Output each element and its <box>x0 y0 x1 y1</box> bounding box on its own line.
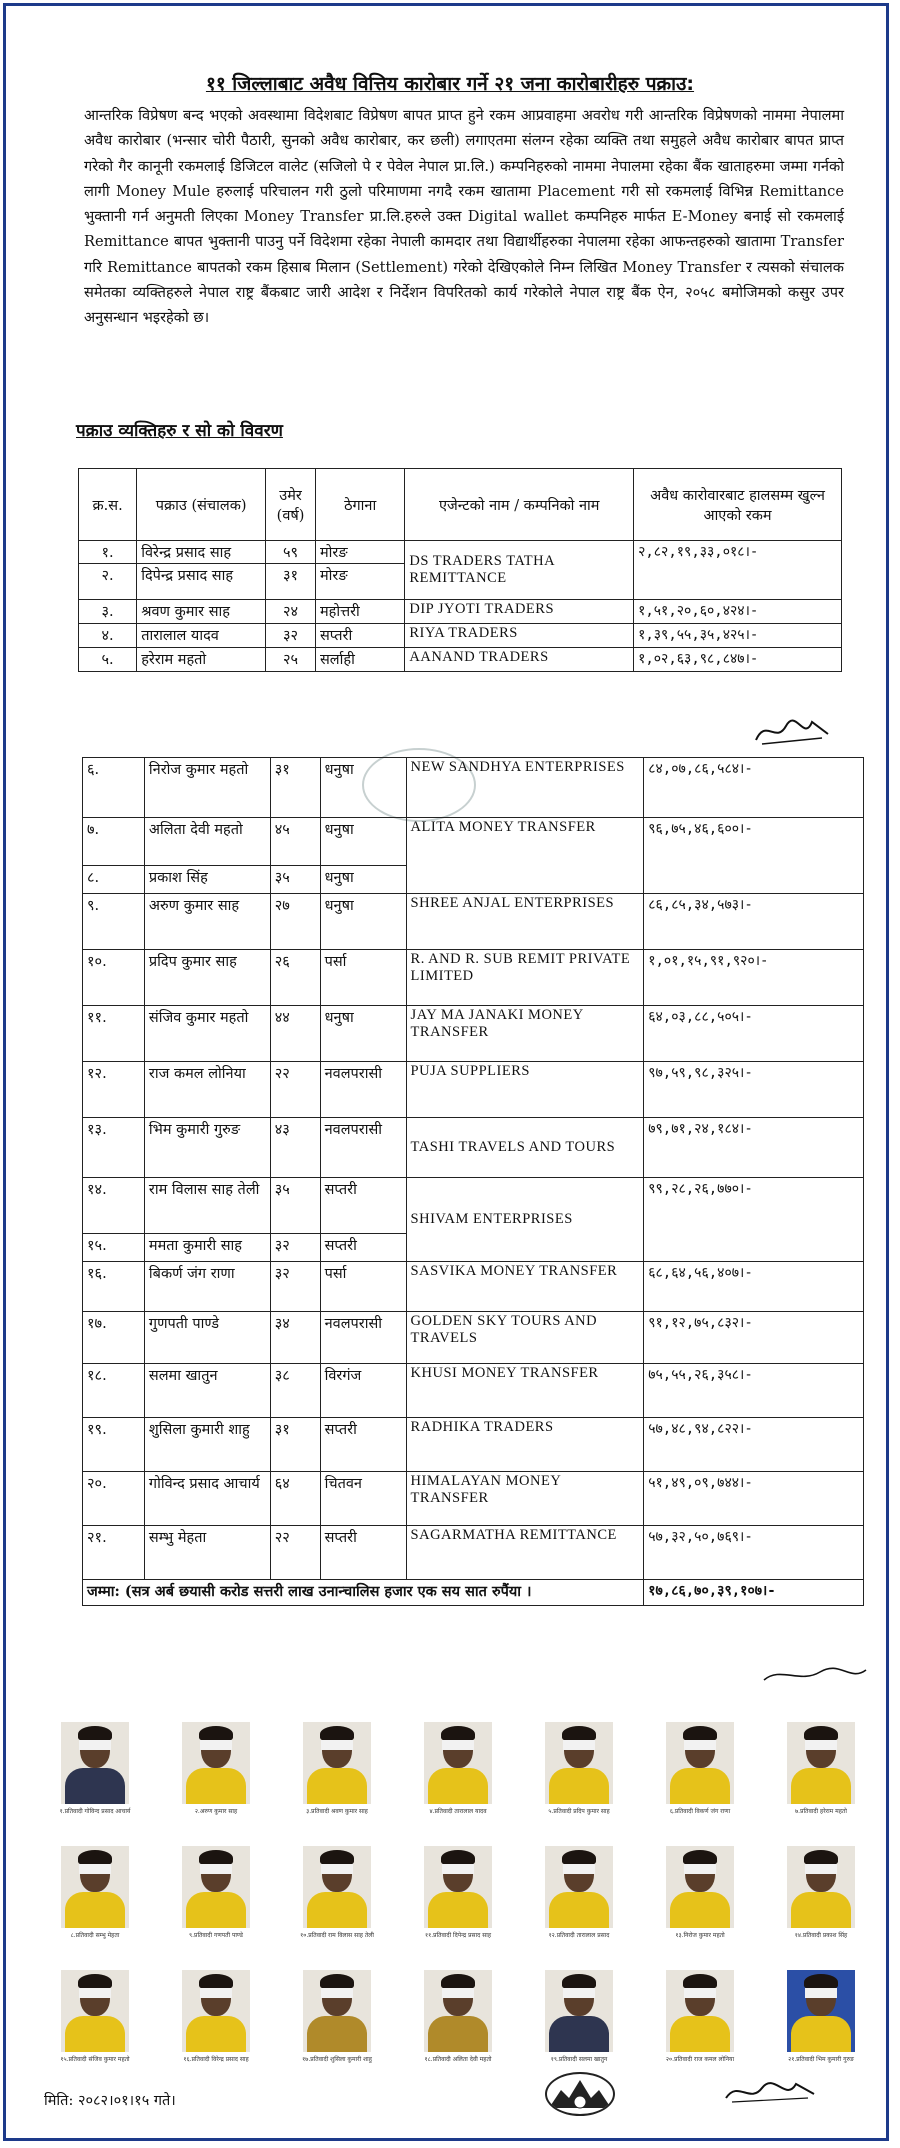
suspect-photo <box>297 1722 377 1815</box>
suspect-photo <box>55 1846 135 1939</box>
photo-row <box>55 1722 865 1840</box>
row-sn: १२. <box>83 1062 145 1118</box>
row-address: नवलपरासी <box>320 1062 406 1118</box>
row-name: दिपेन्द्र प्रसाद साह <box>137 564 266 600</box>
intro-paragraph: आन्तरिक विप्रेषण बन्द भएको अवस्थामा विदेशबाट विप्रेषण बापत प्राप्त हुने रकम आप्रवाहमा अवरोध गरी आन्तरिक विप्रेषणको नाममा नेपालमा अवैध कारोबार (भन्सार चोरी पैठारी, सुनको अवैध कारोबार, कर छली) लगाएतमा संलग्न रहेका व्यक्ति तथा समुहले अवैध कारोबार बापत प्राप्त गरेको गैर कानूनी रकमलाई डिजिटल वालेट (सजिलो पे र पेवेल नेपाल प्रा.लि.) कम्पनिहरुको नाममा नेपालमा रहेका बैंक खाताहरुमा जम्मा गर्नको लागी Money Mule हरुलाई परिचालन गरी ठुलो परिमाणमा नगदै रकम खातामा Placement गरी सो रकमलाई विभिन्न Remittance भुक्तानी गर्न अनुमती लिएका Money Transfer प्रा.लि.हरुले उक्त Digital wallet कम्पनिहरु मार्फत E-Money बनाई सो रकमलाई Remittance बापत भुक्तानी पाउनु पर्ने विदेशमा रहेका नेपाली कामदार तथा विद्यार्थीहरुका नेपालमा रहेका आफन्तहरुको खातामा Transfer गरि Remittance बापतको रकम हिसाब मिलान (Settlement) गरेको देखिएकोले निम्न लिखित Money Transfer र त्यसको संचालक समेतका व्यक्तिहरुले नेपाल राष्ट्र बैंकबाट जारी आदेश र निर्देशन विपरितको कार्य गरेकोले नेपाल राष्ट्र बैंक ऐन, २०५८ बमोजिमको कसुर उपर अनुसन्धान भइरहेको छ। <box>84 107 844 327</box>
row-agent: GOLDEN SKY TOURS AND TRAVELS <box>406 1312 644 1364</box>
row-age: ३२ <box>270 1234 320 1262</box>
row-address: सप्तरी <box>320 1178 406 1234</box>
photo-caption: १२.प्रतिवादी तारालाल प्रसाद <box>548 1932 610 1939</box>
row-sn: १४. <box>83 1178 145 1234</box>
row-age: २४ <box>266 600 316 624</box>
photo-image <box>545 1722 613 1804</box>
table-row <box>83 950 864 1006</box>
suspect-photo <box>55 1722 135 1815</box>
arrest-table-part1 <box>78 468 842 672</box>
photo-image <box>182 1722 250 1804</box>
col-agent: एजेन्टको नाम / कम्पनिको नाम <box>405 469 634 541</box>
row-sn: २१. <box>83 1526 145 1580</box>
row-agent: TASHI TRAVELS AND TOURS <box>406 1118 644 1178</box>
row-amount: ६४,०३,८८,५०५।- <box>644 1006 864 1062</box>
row-sn: ६. <box>83 758 145 818</box>
photo-caption: १४.प्रतिवादी प्रकाश सिंह <box>794 1932 848 1939</box>
row-amount: १,५१,२०,६०,४२४।- <box>634 600 842 624</box>
photo-image <box>61 1846 129 1928</box>
row-sn: १५. <box>83 1234 145 1262</box>
table-row <box>83 1312 864 1364</box>
row-name: श्रवण कुमार साह <box>137 600 266 624</box>
row-amount: १,३९,५५,३५,४२५।- <box>634 624 842 648</box>
row-sn: २०. <box>83 1472 145 1526</box>
photo-image <box>787 1970 855 2052</box>
photo-image <box>303 1722 371 1804</box>
row-sn: ७. <box>83 818 145 866</box>
row-amount: १,०१,१५,९१,९२०।- <box>644 950 864 1006</box>
suspect-photo <box>539 1970 619 2063</box>
photo-caption: ७.प्रतिवादी हरेराम महतो <box>795 1808 847 1815</box>
suspect-photo-grid <box>55 1722 865 2094</box>
row-address: सप्तरी <box>320 1418 406 1472</box>
row-age: २५ <box>266 648 316 672</box>
row-agent: R. AND R. SUB REMIT PRIVATE LIMITED <box>406 950 644 1006</box>
row-agent: PUJA SUPPLIERS <box>406 1062 644 1118</box>
row-name: राज कमल लोनिया <box>144 1062 270 1118</box>
suspect-photo <box>297 1846 377 1939</box>
row-sn: १०. <box>83 950 145 1006</box>
suspect-photo <box>176 1846 256 1939</box>
row-agent: NEW SANDHYA ENTERPRISES <box>406 758 644 818</box>
suspect-photo <box>297 1970 377 2063</box>
row-address: धनुषा <box>320 818 406 866</box>
row-address: धनुषा <box>320 758 406 818</box>
row-age: २२ <box>270 1062 320 1118</box>
suspect-photo <box>781 1846 861 1939</box>
officer-signature <box>722 2076 818 2106</box>
row-agent: SHIVAM ENTERPRISES <box>406 1178 644 1262</box>
photo-caption: ३.प्रतिवादी श्रवण कुमार साह <box>306 1808 368 1815</box>
table-row <box>83 1526 864 1580</box>
photo-image <box>61 1722 129 1804</box>
row-age: २७ <box>270 894 320 950</box>
photo-caption: १९.प्रतिवादी सलमा खातुन <box>550 2056 608 2063</box>
photo-row <box>55 1846 865 1964</box>
photo-caption: ६.प्रतिवादी विकर्ण जंग राणा <box>669 1808 731 1815</box>
suspect-photo <box>660 1970 740 2063</box>
table-row <box>83 894 864 950</box>
table-row <box>79 624 842 648</box>
row-agent: JAY MA JANAKI MONEY TRANSFER <box>406 1006 644 1062</box>
total-label: जम्मा: (सत्र अर्ब छयासी करोड सत्तरी लाख उनान्चालिस हजार एक सय सात रुपैंया । <box>83 1580 644 1606</box>
suspect-photo <box>539 1722 619 1815</box>
photo-image <box>545 1970 613 2052</box>
photo-caption: २०.प्रतिवादी राज कमल लोनिया <box>665 2056 735 2063</box>
suspect-photo <box>418 1722 498 1815</box>
table-row <box>83 1364 864 1418</box>
col-address: ठेगाना <box>315 469 404 541</box>
photo-caption: ५.प्रतिवादी प्रदिप कुमार साह <box>548 1808 610 1815</box>
suspect-photo <box>781 1722 861 1815</box>
table-row <box>79 541 842 564</box>
row-address: सर्लाही <box>315 648 404 672</box>
row-amount: ७५,५५,२६,३५८।- <box>644 1364 864 1418</box>
row-age: ४३ <box>270 1118 320 1178</box>
col-sn: क्र.स. <box>79 469 137 541</box>
photo-image <box>666 1722 734 1804</box>
police-emblem <box>545 2072 615 2116</box>
row-age: ३४ <box>270 1312 320 1364</box>
row-amount: ७९,७१,२४,१८४।- <box>644 1118 864 1178</box>
row-name: अरुण कुमार साह <box>144 894 270 950</box>
row-age: ३१ <box>270 758 320 818</box>
photo-caption: २१.प्रतिवादी भिम कुमारी गुरुङ <box>788 2056 854 2063</box>
suspect-photo <box>539 1846 619 1939</box>
suspect-photo <box>660 1722 740 1815</box>
table-row <box>83 758 864 818</box>
photo-caption: ८.प्रतिवादी सम्भु मेहता <box>70 1932 120 1939</box>
row-age: ३१ <box>266 564 316 600</box>
suspect-photo <box>781 1970 861 2063</box>
photo-caption: १३.निरोज कुमार महतो <box>675 1932 725 1939</box>
row-amount: ६८,६४,५६,४०७।- <box>644 1262 864 1312</box>
row-agent: AANAND TRADERS <box>405 648 634 672</box>
row-agent: KHUSI MONEY TRANSFER <box>406 1364 644 1418</box>
row-amount: ८४,०७,८६,५८४।- <box>644 758 864 818</box>
row-age: ३५ <box>270 1178 320 1234</box>
date-line: मिति: २०८२।०१।१५ गते। <box>44 2093 176 2109</box>
suspect-photo <box>55 1970 135 2063</box>
row-amount: ८६,८५,३४,५७३।- <box>644 894 864 950</box>
photo-image <box>182 1846 250 1928</box>
table-row <box>83 1118 864 1178</box>
row-name: राम विलास साह तेली <box>144 1178 270 1234</box>
col-amount: अवैध कारोवारबाट हालसम्म खुल्न आएको रकम <box>634 469 842 541</box>
row-amount: २,८२,१९,३३,०१८।- <box>634 541 842 600</box>
row-address: नवलपरासी <box>320 1118 406 1178</box>
row-age: ३८ <box>270 1364 320 1418</box>
total-amount: १७,८६,७०,३९,१०७।- <box>644 1580 864 1606</box>
total-row <box>83 1580 864 1606</box>
row-name: सलमा खातुन <box>144 1364 270 1418</box>
row-name: हरेराम महतो <box>137 648 266 672</box>
suspect-photo <box>176 1722 256 1815</box>
photo-caption: १५.प्रतिवादी संजिव कुमार महतो <box>60 2056 130 2063</box>
row-name: ममता कुमारी साह <box>144 1234 270 1262</box>
suspect-photo <box>418 1846 498 1939</box>
row-agent: SHREE ANJAL ENTERPRISES <box>406 894 644 950</box>
photo-image <box>424 1846 492 1928</box>
table-row <box>79 648 842 672</box>
signature-mark-bottom <box>760 1660 870 1688</box>
row-name: भिम कुमारी गुरुङ <box>144 1118 270 1178</box>
photo-caption: १.प्रतिवादी गोविन्द प्रसाद आचार्य <box>59 1808 131 1815</box>
table-row <box>83 818 864 866</box>
row-age: ३२ <box>266 624 316 648</box>
row-name: सम्भु मेहता <box>144 1526 270 1580</box>
photo-caption: १६.प्रतिवादी विरेन्द्र प्रसाद साह <box>183 2056 249 2063</box>
page-title: ११ जिल्लाबाट अवैध वित्तिय कारोबार गर्ने २१ जना कारोबारीहरु पक्राउ: <box>205 73 695 95</box>
table-row <box>83 1418 864 1472</box>
row-name: तारालाल यादव <box>137 624 266 648</box>
row-address: पर्सा <box>320 1262 406 1312</box>
col-name: पक्राउ (संचालक) <box>137 469 266 541</box>
row-sn: १३. <box>83 1118 145 1178</box>
photo-image <box>61 1970 129 2052</box>
row-name: प्रदिप कुमार साह <box>144 950 270 1006</box>
row-amount: ९१,१२,७५,८३२।- <box>644 1312 864 1364</box>
table-row <box>83 1262 864 1312</box>
row-agent: HIMALAYAN MONEY TRANSFER <box>406 1472 644 1526</box>
table-row <box>83 1178 864 1234</box>
photo-image <box>545 1846 613 1928</box>
row-address: धनुषा <box>320 866 406 894</box>
row-age: ५९ <box>266 541 316 564</box>
table-row <box>79 600 842 624</box>
row-name: अलिता देवी महतो <box>144 818 270 866</box>
row-age: ४४ <box>270 1006 320 1062</box>
row-address: सप्तरी <box>320 1234 406 1262</box>
photo-caption: ९.प्रतिवादी गणपती पाण्डे <box>189 1932 243 1939</box>
row-age: २२ <box>270 1526 320 1580</box>
table-row <box>83 1472 864 1526</box>
photo-image <box>182 1970 250 2052</box>
row-agent: DIP JYOTI TRADERS <box>405 600 634 624</box>
row-sn: ११. <box>83 1006 145 1062</box>
row-address: धनुषा <box>320 1006 406 1062</box>
row-name: विरेन्द्र प्रसाद साह <box>137 541 266 564</box>
row-age: २६ <box>270 950 320 1006</box>
row-sn: १८. <box>83 1364 145 1418</box>
photo-image <box>303 1970 371 2052</box>
suspect-photo <box>660 1846 740 1939</box>
row-address: मोरङ <box>315 564 404 600</box>
photo-caption: ४.प्रतिवादी तारालाल यादव <box>429 1808 487 1815</box>
row-sn: ५. <box>79 648 137 672</box>
photo-image <box>787 1846 855 1928</box>
row-sn: १. <box>79 541 137 564</box>
photo-row <box>55 1970 865 2088</box>
row-name: गुणपती पाण्डे <box>144 1312 270 1364</box>
row-address: नवलपरासी <box>320 1312 406 1364</box>
photo-caption: १७.प्रतिवादी शुसिला कुमारी शाहु <box>302 2056 372 2063</box>
row-amount: ९६,७५,४६,६००।- <box>644 818 864 894</box>
suspect-photo <box>418 1970 498 2063</box>
row-address: महोत्तरी <box>315 600 404 624</box>
row-address: चितवन <box>320 1472 406 1526</box>
photo-image <box>787 1722 855 1804</box>
row-sn: ३. <box>79 600 137 624</box>
table-row <box>83 1062 864 1118</box>
table-row <box>83 1006 864 1062</box>
suspect-photo <box>176 1970 256 2063</box>
photo-caption: ११.प्रतिवादी दिपेन्द्र प्रसाद साह <box>424 1932 492 1939</box>
row-address: मोरङ <box>315 541 404 564</box>
row-sn: १६. <box>83 1262 145 1312</box>
row-name: बिकर्ण जंग राणा <box>144 1262 270 1312</box>
row-amount: ५७,३२,५०,७६९।- <box>644 1526 864 1580</box>
photo-caption: १०.प्रतिवादी राम विलास साह तेली <box>300 1932 374 1939</box>
row-agent: ALITA MONEY TRANSFER <box>406 818 644 894</box>
section-heading: पक्राउ व्यक्तिहरु र सो को विवरण <box>76 421 283 441</box>
row-sn: १९. <box>83 1418 145 1472</box>
row-name: शुसिला कुमारी शाहु <box>144 1418 270 1472</box>
row-address: पर्सा <box>320 950 406 1006</box>
row-age: ३५ <box>270 866 320 894</box>
row-agent: RIYA TRADERS <box>405 624 634 648</box>
row-amount: १,०२,६३,९८,८४७।- <box>634 648 842 672</box>
arrest-table-part2 <box>82 757 864 1606</box>
photo-image <box>303 1846 371 1928</box>
row-agent: DS TRADERS TATHA REMITTANCE <box>405 541 634 600</box>
row-amount: ५१,४९,०९,७४४।- <box>644 1472 864 1526</box>
row-sn: ८. <box>83 866 145 894</box>
row-age: ६४ <box>270 1472 320 1526</box>
row-sn: ९. <box>83 894 145 950</box>
row-name: संजिव कुमार महतो <box>144 1006 270 1062</box>
row-sn: ४. <box>79 624 137 648</box>
row-address: सप्तरी <box>320 1526 406 1580</box>
row-agent: SASVIKA MONEY TRANSFER <box>406 1262 644 1312</box>
photo-image <box>424 1722 492 1804</box>
row-sn: २. <box>79 564 137 600</box>
row-address: सप्तरी <box>315 624 404 648</box>
row-age: ३१ <box>270 1418 320 1472</box>
row-sn: १७. <box>83 1312 145 1364</box>
row-address: धनुषा <box>320 894 406 950</box>
row-age: ४५ <box>270 818 320 866</box>
col-age: उमेर (वर्ष) <box>266 469 316 541</box>
signature-mark <box>752 714 832 748</box>
row-name: प्रकाश सिंह <box>144 866 270 894</box>
row-amount: ५७,४८,९४,८२२।- <box>644 1418 864 1472</box>
row-amount: ९९,२८,२६,७७०।- <box>644 1178 864 1262</box>
row-name: निरोज कुमार महतो <box>144 758 270 818</box>
row-name: गोविन्द प्रसाद आचार्य <box>144 1472 270 1526</box>
row-address: विरगंज <box>320 1364 406 1418</box>
row-age: ३२ <box>270 1262 320 1312</box>
photo-image <box>666 1970 734 2052</box>
photo-caption: २.अरुण कुमार साह <box>194 1808 238 1815</box>
photo-image <box>666 1846 734 1928</box>
row-agent: RADHIKA TRADERS <box>406 1418 644 1472</box>
photo-image <box>424 1970 492 2052</box>
row-amount: ९७,५९,९८,३२५।- <box>644 1062 864 1118</box>
row-agent: SAGARMATHA REMITTANCE <box>406 1526 644 1580</box>
photo-caption: १८.प्रतिवादी अलिता देवी महतो <box>424 2056 492 2063</box>
